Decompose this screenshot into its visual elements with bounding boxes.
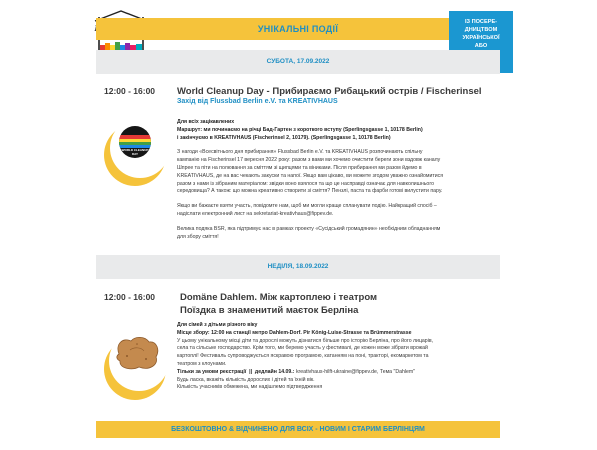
event2-date-band: НЕДІЛЯ, 18.09.2022 xyxy=(96,255,500,279)
event1-paragraph-line: разом з нами із зібраним матеріалом: звідки воно взялося та що це насправді означає для навколишнього xyxy=(177,180,434,187)
event1-paragraph-line: KREATIVHAUS, де на вас чекають закуски та напої. Якщо вам цікаво, ви можете згодом уважно ознайомитися xyxy=(177,172,444,179)
event2-audience: Для сімей з дітьми різного віку xyxy=(177,322,258,328)
registration-label: Тільки за умови реєстрації xyxy=(177,368,247,375)
badge-line: УКРАЇНСЬКОЇ xyxy=(462,35,500,41)
event2-note-line: Будь ласка, вкажіть кількість дорослих і дітей та їхній вік. xyxy=(177,376,315,383)
event1-route-line: Маршрут: ми починаємо на річці Бад-Гартен з короткого вступу (Sperlingsgasse 1, 10178 Berlin) xyxy=(177,126,423,133)
badge-line: ІЗ ПОСЕРЕ- xyxy=(464,19,498,25)
registration-contact: kreativhaus-hilft-ukraine@fippev.de, Тема "Dahlem" xyxy=(295,368,416,375)
event1-paragraph-line: надіслати електронний лист на sekretariat-kreativhaus@fippev.de. xyxy=(177,210,334,217)
event1-subtitle: Захід від Flussbad Berlin e.V. та KREATIVHAUS xyxy=(177,98,338,105)
event2-meeting: Місце збору: 12:00 на станції метро Dahlem-Dorf. Pir König-Luise-Strasse та Brümmerstrasse xyxy=(177,329,412,336)
event2-time: 12:00 - 16:00 xyxy=(104,292,156,302)
event1-paragraph-line: З нагоди «Всесвітнього дня прибирання» Flussbad Berlin e.V. та KREATIVHAUS розпочинають спільну xyxy=(177,149,423,156)
event2-note-line: Кількість учасників обмежена, ми надішлемо підтвердження xyxy=(177,384,323,391)
event1-image xyxy=(119,126,151,158)
event2-body xyxy=(177,322,502,392)
deadline-label: дедлайн 14.09.: xyxy=(254,368,295,375)
event1-paragraph-line: середовища? А також: що можна креативно створити зі сміття? Пензлі, паста та фарби готові вилустити пару. xyxy=(177,188,443,195)
page-title: УНІКАЛЬНІ ПОДІЇ xyxy=(257,24,339,34)
event2-title-line: Domäne Dahlem. Між картоплею і театром xyxy=(180,292,378,303)
event1-image-label: WORLD CLEANUP DAY xyxy=(121,148,149,156)
badge-line: ДНИЦТВОМ xyxy=(464,27,498,33)
footer-banner: БЕЗКОШТОВНО & ВІДЧИНЕНО ДЛЯ ВСІХ - НОВИМ І СТАРИМ БЕРЛІНЦЯМ xyxy=(96,421,500,438)
event2-paragraph-line: села та сільське господарство. Крім того, ми беремо участь у фестивалі, де кожен може зібрати врожай xyxy=(177,345,428,352)
event1-title: World Cleanup Day - Прибираємо Рибацький острів / Fischerinsel xyxy=(177,86,482,97)
event1-route-line: і закінчуємо в KREATIVHAUS (Fischerinsel 2, 10179). (Sperlingsgasse 1, 10178 Berlin) xyxy=(177,134,391,141)
event1-paragraph-line: Велика подяка BSR, яка підтримує нас в рамках проекту «Сусідський громадянин» необхідним обладнанням xyxy=(177,225,441,232)
event1-paragraph-line: Якщо ви бажаєте взяти участь, повідомте нам, щоб ми могли краще спланувати подію. Найкращий спосіб – xyxy=(177,203,437,210)
event1-paragraph-line: для збору сміття! xyxy=(177,233,219,240)
event2-paragraph-line: картоплі! Фестиваль супроводжується яскравою програмою, катанням на поні, тракторі, екомаркетом та xyxy=(177,353,429,360)
event1-paragraph-line: кампанію на Fischerinsel 17 вересня 2022 року: разом з вами ми хочемо очистити береги зони вздовж каналу xyxy=(177,157,441,164)
event2-registration: Тільки за умови реєстрації || дедлайн 14.09.: kreativhaus-hilft-ukraine@fippev.de, Тема "Dahlem" xyxy=(177,368,416,375)
event2-paragraph-line: театром з клоунами. xyxy=(177,360,227,367)
potato-image xyxy=(113,334,161,372)
event1-audience: Для всіх зацікавлених xyxy=(177,119,235,125)
event1-date-band: СУБОТА, 17.09.2022 xyxy=(96,50,500,74)
event2-paragraph-line: У цьому унікальному місці діти та дорослі можуть дізнатися більше про історію Берліна, про його лицарів, xyxy=(177,337,434,344)
event1-paragraph-line: Шпрее та піти на полювання за сміттям зі щипцями та віниками. Після прибирання ми разом йдемо в xyxy=(177,164,422,171)
badge-line: АБО xyxy=(474,43,488,49)
event1-time: 12:00 - 16:00 xyxy=(104,86,156,96)
event2-title-line: Поїздка в знаменитий маєток Берліна xyxy=(180,305,359,316)
event1-body xyxy=(177,119,502,241)
